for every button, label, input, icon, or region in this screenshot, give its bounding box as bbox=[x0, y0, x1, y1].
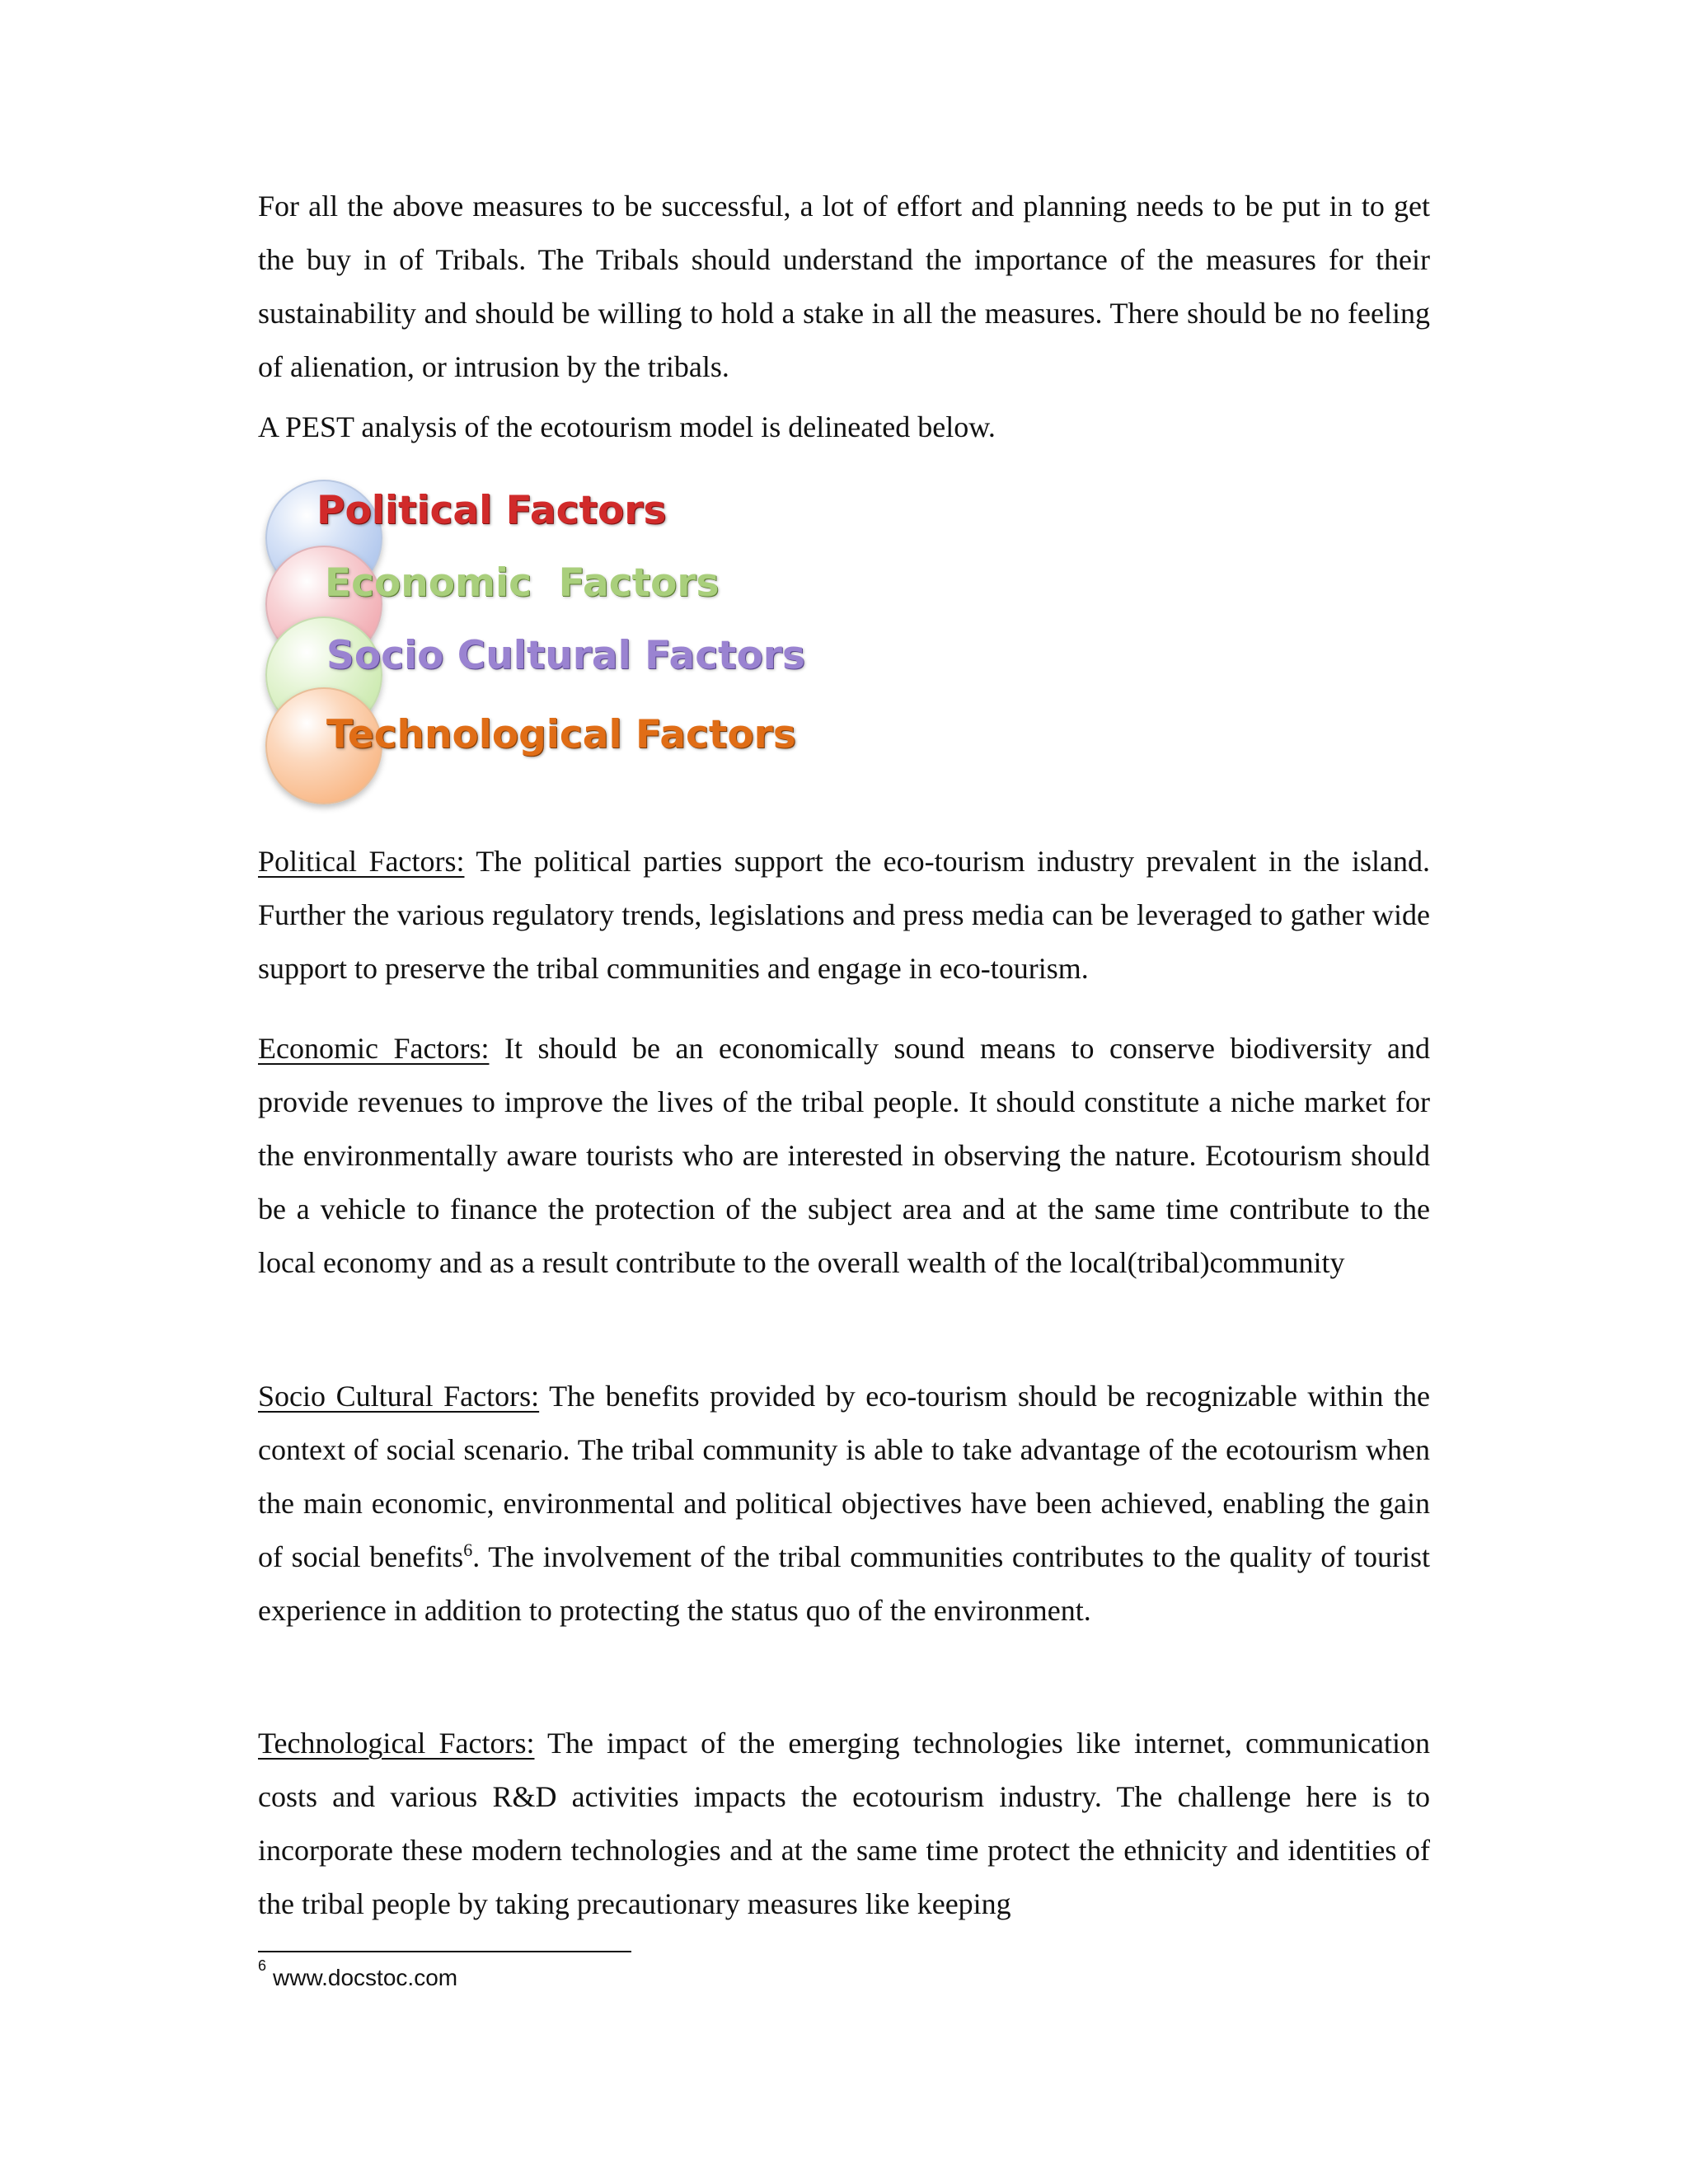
political-factors-paragraph bbox=[258, 835, 1430, 996]
footnote-reference[interactable]: 6 bbox=[463, 1540, 473, 1560]
economic-factors-paragraph bbox=[258, 1022, 1430, 1290]
footnote-number: 6 bbox=[258, 1957, 267, 1974]
political-factors-heading: Political Factors: bbox=[258, 845, 465, 878]
footnote-link[interactable]: www.docstoc.com bbox=[273, 1965, 458, 1990]
footnote-separator bbox=[258, 1951, 631, 1952]
socio-cultural-factors-heading: Socio Cultural Factors: bbox=[258, 1380, 540, 1413]
pest-label-political: Political Factors bbox=[316, 488, 667, 533]
intro-paragraph: For all the above measures to be successful, a lot of effort and planning needs to be put in to get the buy in of Tribals. The Tribals should understand the importance of the measures for their sustainability and should be willing to hold a stake in all the measures. There should be no feeling of alienation, or intrusion by the tribals. bbox=[258, 190, 1430, 383]
socio-cultural-factors-text-continued: . The involvement of the tribal communities contributes to the quality of tourist experience in addition to protecting the status quo of the environment. bbox=[258, 1540, 1430, 1627]
economic-factors-heading: Economic Factors: bbox=[258, 1032, 490, 1065]
political-factors-text: The political parties support the eco-tourism industry prevalent in the island. Further the various regulatory trends, legislations and press media can be leveraged to gather wide support to preserve the tribal communities and engage in eco-tourism. bbox=[258, 845, 1431, 985]
technological-factors-text: The impact of the emerging technologies like internet, communication costs and various R&D activities impacts the ecotourism industry. The challenge here is to incorporate these modern technologies and at the same time protect the ethnicity and identities of the tribal people by taking precautionary measures like keeping bbox=[258, 1727, 1430, 1920]
pest-graphic bbox=[262, 476, 839, 806]
footnote bbox=[258, 1958, 457, 1998]
pest-label-socio-cultural: Socio Cultural Factors bbox=[326, 633, 805, 678]
socio-cultural-factors-paragraph bbox=[258, 1370, 1430, 1638]
pest-label-economic: Economic Factors bbox=[325, 560, 720, 606]
technological-factors-paragraph bbox=[258, 1717, 1430, 1931]
economic-factors-text: It should be an economically sound means to conserve biodiversity and provide revenues to improve the lives of the tribal people. It should constitute a niche market for the environmentally aware tourists who are interested in observing the nature. Ecotourism should be a vehicle to finance the protection of the subject area and at the same time contribute to the local economy and as a result contribute to the overall wealth of the local(tribal)community bbox=[258, 1032, 1430, 1279]
pest-lead-sentence: A PEST analysis of the ecotourism model is delineated below. bbox=[258, 410, 996, 443]
pest-label-technological: Technological Factors bbox=[326, 712, 796, 757]
technological-factors-heading: Technological Factors: bbox=[258, 1727, 535, 1760]
socio-cultural-factors-text: The benefits provided by eco-tourism should be recognizable within the context of social scenario. The tribal community is able to take advantage of the ecotourism when the main economic, environmental and political objectives have been achieved, enabling the gain of social benefits bbox=[258, 1380, 1431, 1573]
